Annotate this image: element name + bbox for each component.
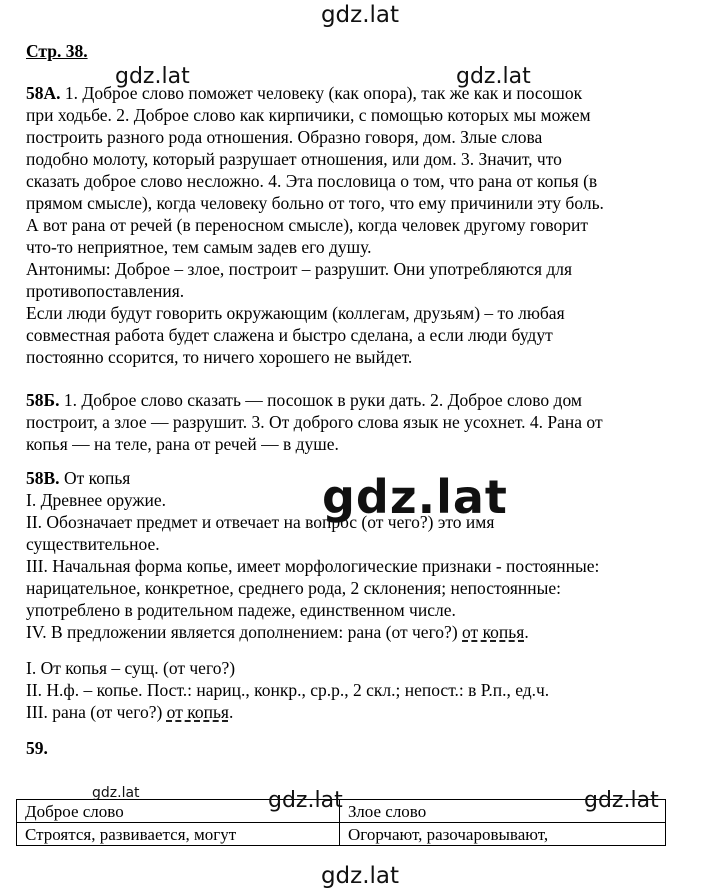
- watermark-large: gdz.lat: [322, 470, 508, 524]
- ex58a-line: что-то неприятное, тем самым задев его душу.: [26, 237, 372, 257]
- ex58a-label: 58А.: [26, 83, 61, 103]
- watermark-table-small: gdz.lat: [92, 785, 140, 801]
- ex58b-line: копья — на теле, рана от речей — в душе.: [26, 434, 339, 454]
- underlined-phrase: от копья: [166, 702, 229, 722]
- ex58a-line: Антонимы: Доброе – злое, построит – разрушит. Они употребляются для: [26, 259, 573, 279]
- ex58b-label: 58Б.: [26, 390, 60, 410]
- ex58v-line: нарицательное, конкретное, среднего рода, 2 склонения; непостоянные:: [26, 578, 561, 598]
- ex58v-line: III. Начальная форма копье, имеет морфологические признаки - постоянные:: [26, 556, 600, 576]
- ex58a-line: прямом смысле), когда человеку больно от того, что ему причинили эту боль.: [26, 193, 604, 213]
- ex58v-title: 58В. От копья: [26, 468, 131, 488]
- table-header-cell: Доброе слово: [17, 800, 340, 823]
- watermark-left: gdz.lat: [115, 64, 190, 89]
- ex58v-line: существительное.: [26, 534, 160, 554]
- table-cell: Огорчают, разочаровывают,: [340, 823, 666, 846]
- ex58v-short-line: I. От копья – сущ. (от чего?): [26, 658, 236, 678]
- ex58a-line: противопоставления.: [26, 281, 185, 301]
- watermark-table-mid: gdz.lat: [268, 788, 343, 813]
- watermark-right: gdz.lat: [456, 64, 531, 89]
- ex58a-line: построить разного рода отношения. Образно говоря, дом. Злые слова: [26, 127, 543, 147]
- watermark-table-right: gdz.lat: [584, 788, 659, 813]
- ex58b-line: 58Б. 1. Доброе слово сказать — посошок в руки дать. 2. Доброе слово дом: [26, 390, 582, 410]
- ex58a-line: 58А. 1. Доброе слово поможет человеку (как опора), так же как и посошок: [26, 83, 583, 103]
- table-cell: Строятся, развивается, могут: [17, 823, 340, 846]
- table-row: [17, 823, 666, 846]
- ex58a-line: постоянно ссорится, то ничего хорошего не выйдет.: [26, 347, 413, 367]
- watermark-bottom: gdz.lat: [320, 863, 400, 889]
- document-body: [26, 40, 706, 759]
- ex58a-line: сказать доброе слово несложно. 4. Эта пословица о том, что рана от копья (в: [26, 171, 598, 191]
- exercise-58a: [26, 82, 706, 368]
- ex58v-short-line-iii: III. рана (от чего?) от копья.: [26, 702, 234, 722]
- exercise-58b: [26, 389, 706, 455]
- ex59-label: 59.: [26, 738, 48, 758]
- ex58v-short-line: II. Н.ф. – копье. Пост.: нариц., конкр., ср.р., 2 скл.; непост.: в Р.п., ед.ч.: [26, 680, 550, 700]
- ex58v-line: II. Обозначает предмет и отвечает на вопрос (от чего?) это имя: [26, 512, 495, 532]
- ex58a-line: совместная работа будет слажена и быстро сделана, а если люди будут: [26, 325, 553, 345]
- ex58a-line: Если люди будут говорить окружающим (коллегам, друзьям) – то любая: [26, 303, 565, 323]
- watermark-top: gdz.lat: [320, 2, 400, 28]
- ex58a-line: при ходьбе. 2. Доброе слово как кирпичики, с помощью которых мы можем: [26, 105, 591, 125]
- ex58v-line: употреблено в родительном падеже, единственном числе.: [26, 600, 456, 620]
- ex58v-line-iv: IV. В предложении является дополнением: рана (от чего?) от копья.: [26, 622, 529, 642]
- ex58b-line: построит, а злое — разрушит. 3. От доброго слова язык не усохнет. 4. Рана от: [26, 412, 603, 432]
- ex58a-line: подобно молоту, который разрушает отношения, или дом. 3. Значит, что: [26, 149, 562, 169]
- page-reference: Стр. 38.: [26, 41, 88, 61]
- table-header-cell: Злое слово: [340, 800, 666, 823]
- ex58v-label: 58В.: [26, 468, 60, 488]
- ex58a-line: А вот рана от речей (в переносном смысле), когда человек другому говорит: [26, 215, 589, 235]
- ex58v-line: I. Древнее оружие.: [26, 490, 166, 510]
- underlined-phrase: от копья: [462, 622, 525, 642]
